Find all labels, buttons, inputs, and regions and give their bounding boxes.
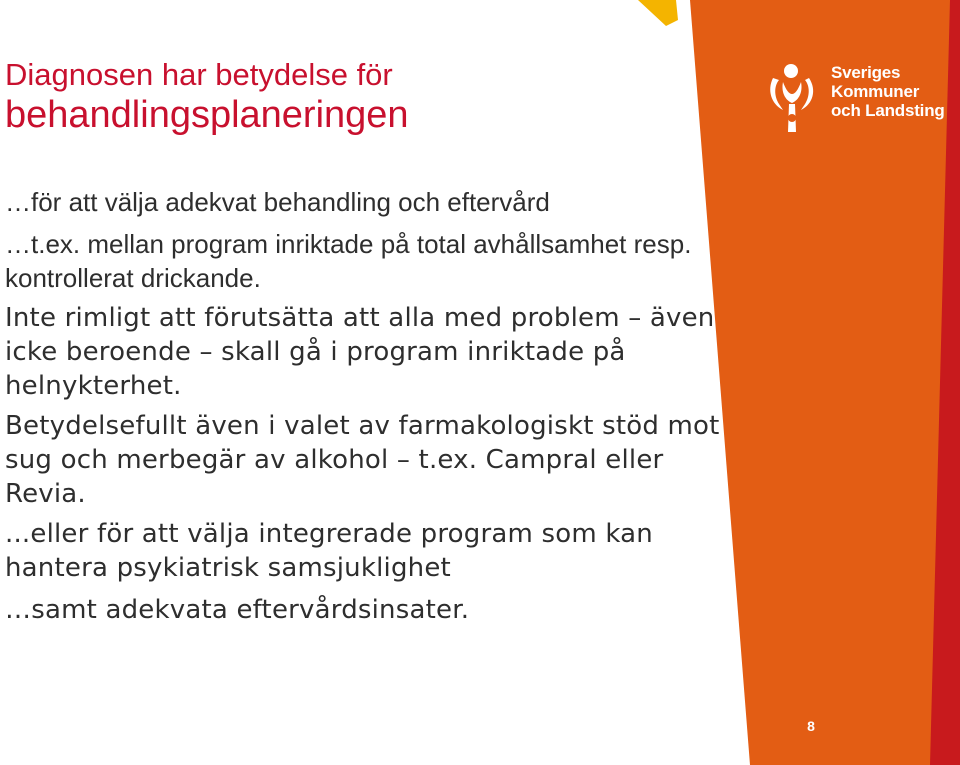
skl-logo	[765, 60, 945, 136]
logo-line-1: Sveriges	[831, 63, 901, 82]
logo-line-2: Kommuner	[831, 82, 920, 101]
paragraph-3: Inte rimligt att förutsätta att alla med problem – även icke beroende – skall gå i program inriktade på helnykterhet.	[5, 303, 715, 401]
title-line-2: behandlingsplaneringen	[5, 94, 409, 136]
logo-wordmark	[831, 63, 945, 120]
paragraph-4: Betydelsefullt även i valet av farmakologiskt stöd mot sug och merbegär av alkohol – t.ex. Campral eller Revia.	[5, 411, 720, 509]
logo-line-3: och Landsting	[831, 101, 945, 120]
paragraph-1: …för att välja adekvat behandling och eftervård	[5, 187, 550, 217]
yellow-stripe	[638, 0, 678, 26]
body-content	[5, 185, 720, 627]
paragraph-5: ...eller för att välja integrerade program som kan hantera psykiatrisk samsjuklighet	[5, 519, 653, 583]
skl-figure-icon	[765, 60, 823, 136]
page-number: 8	[807, 718, 815, 734]
slide-title	[5, 56, 645, 136]
title-line-1: Diagnosen har betydelse för	[5, 57, 393, 92]
paragraph-6: …samt adekvata eftervårdsinsater.	[5, 595, 470, 625]
paragraph-2: …t.ex. mellan program inriktade på total avhållsamhet resp. kontrollerat drickande.	[5, 229, 692, 293]
